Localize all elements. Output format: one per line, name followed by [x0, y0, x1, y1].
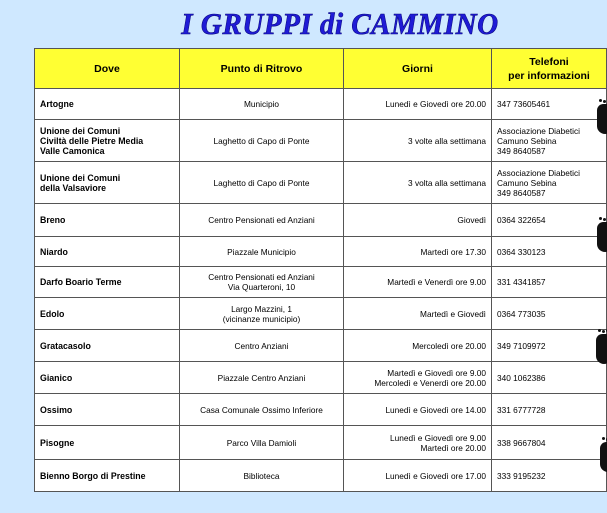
- cell-giorni-line: Lunedì e Giovedì ore 9.00: [390, 432, 486, 443]
- cell-giorni-line: Lunedì e Giovedì ore 17.00: [385, 470, 486, 481]
- cell-giorni-line: 3 volte alla settimana: [408, 135, 486, 146]
- cell-dove: [35, 460, 180, 492]
- cell-telefoni-line: Associazione Diabetici: [497, 125, 581, 136]
- header-telefoni: [492, 49, 607, 89]
- cell-dove: [35, 330, 180, 362]
- footprint-toe-icon: [598, 329, 601, 332]
- cell-giorni-line: Martedì e Venerdì ore 9.00: [387, 277, 486, 287]
- cell-telefoni: [492, 426, 607, 460]
- table-row: [35, 330, 607, 362]
- cell-giorni-line: Martedì ore 20.00: [420, 442, 486, 453]
- footprint-toe-icon: [599, 217, 602, 220]
- footprint-toe-icon: [603, 100, 606, 103]
- cell-punto-di-ritrovo-line: (vicinanze municipio): [222, 313, 301, 324]
- cell-giorni: [344, 267, 492, 298]
- cell-punto-di-ritrovo: [180, 204, 344, 237]
- cell-dove-line: Gratacasolo: [40, 340, 91, 351]
- table-row: [35, 120, 607, 162]
- cell-punto-di-ritrovo-line: Municipio: [243, 99, 280, 109]
- cell-punto-di-ritrovo-line: Laghetto di Capo di Ponte: [213, 135, 310, 146]
- table-row: [35, 237, 607, 267]
- footprint-icon: [600, 442, 607, 472]
- cell-telefoni-line: 349 8640587: [497, 187, 546, 198]
- cell-punto-di-ritrovo-line: Via Quarteroni, 10: [227, 282, 296, 292]
- cell-dove-line: Pisogne: [40, 437, 75, 448]
- cell-giorni: [344, 394, 492, 426]
- cell-dove: [35, 204, 180, 237]
- cell-dove-line: Breno: [40, 215, 66, 225]
- cell-punto-di-ritrovo-line: Centro Pensionati ed Anziani: [208, 215, 315, 225]
- table-row: [35, 362, 607, 394]
- cell-giorni-line: Martedì e Giovedì: [420, 308, 486, 319]
- cell-dove: [35, 162, 180, 204]
- cell-punto-di-ritrovo-line: Piazzale Municipio: [227, 246, 296, 257]
- cell-giorni-line: Mercoledì e Venerdì ore 20.00: [374, 377, 486, 388]
- cell-giorni-line: 3 volta alla settimana: [408, 177, 486, 188]
- header-punto-di-ritrovo: Punto di Ritrovo: [180, 49, 344, 89]
- cell-giorni: [344, 89, 492, 120]
- cell-punto-di-ritrovo: [180, 267, 344, 298]
- cell-telefoni-line: 331 6777728: [497, 404, 546, 415]
- cell-punto-di-ritrovo-line: Piazzale Centro Anziani: [217, 372, 306, 383]
- cell-telefoni-line: Camuno Sebina: [497, 135, 557, 146]
- footprint-toe-icon: [602, 330, 605, 333]
- cell-telefoni: [492, 460, 607, 492]
- cell-dove-line: Gianico: [40, 372, 73, 383]
- cell-telefoni: [492, 267, 607, 298]
- cell-giorni-line: Martedì e Giovedì ore 9.00: [387, 367, 486, 378]
- footprint-toe-icon: [603, 218, 606, 221]
- cell-giorni-line: Giovedì: [457, 215, 486, 225]
- cell-telefoni: [492, 298, 607, 330]
- cell-telefoni-line: 331 4341857: [497, 277, 546, 287]
- cell-telefoni: [492, 162, 607, 204]
- cell-punto-di-ritrovo-line: Casa Comunale Ossimo Inferiore: [200, 404, 323, 415]
- cell-telefoni-line: 0364 773035: [497, 308, 546, 319]
- cell-dove: [35, 237, 180, 267]
- table-row: [35, 426, 607, 460]
- cell-giorni: [344, 237, 492, 267]
- cell-punto-di-ritrovo: [180, 426, 344, 460]
- cell-dove-line: Unione dei Comuni: [40, 125, 121, 136]
- cell-giorni: [344, 162, 492, 204]
- cell-telefoni: [492, 204, 607, 237]
- cell-giorni: [344, 426, 492, 460]
- cell-telefoni-line: 0364 330123: [497, 246, 546, 257]
- cell-punto-di-ritrovo: [180, 162, 344, 204]
- cell-telefoni: [492, 394, 607, 426]
- cell-giorni: [344, 330, 492, 362]
- walking-groups-table: [34, 48, 607, 492]
- cell-giorni: [344, 120, 492, 162]
- cell-dove: [35, 120, 180, 162]
- cell-giorni-line: Lunedì e Giovedì ore 20.00: [385, 99, 486, 109]
- cell-giorni: [344, 362, 492, 394]
- cell-dove-line: Edolo: [40, 308, 65, 319]
- footprint-toe-icon: [599, 99, 602, 102]
- cell-telefoni-line: Associazione Diabetici: [497, 167, 581, 178]
- cell-dove-line: Valle Camonica: [40, 145, 105, 156]
- cell-punto-di-ritrovo-line: Biblioteca: [243, 470, 280, 481]
- table-row: [35, 394, 607, 426]
- cell-giorni-line: Martedì ore 17.30: [420, 246, 486, 257]
- cell-telefoni-line: Camuno Sebina: [497, 177, 557, 188]
- footprint-icon: [597, 222, 607, 252]
- cell-dove: [35, 267, 180, 298]
- cell-dove: [35, 362, 180, 394]
- table-header-row: [35, 49, 607, 89]
- cell-punto-di-ritrovo: [180, 120, 344, 162]
- cell-punto-di-ritrovo: [180, 237, 344, 267]
- table-row: [35, 204, 607, 237]
- cell-dove: [35, 426, 180, 460]
- cell-dove-line: Bienno Borgo di Prestine: [40, 470, 146, 481]
- cell-punto-di-ritrovo: [180, 460, 344, 492]
- cell-giorni-line: Lunedì e Giovedì ore 14.00: [385, 404, 486, 415]
- cell-dove-line: della Valsaviore: [40, 182, 107, 193]
- cell-punto-di-ritrovo: [180, 89, 344, 120]
- cell-punto-di-ritrovo-line: Centro Pensionati ed Anziani: [208, 272, 315, 282]
- table-row: [35, 162, 607, 204]
- header-dove: Dove: [35, 49, 180, 89]
- cell-dove: [35, 394, 180, 426]
- cell-telefoni-line: 0364 322654: [497, 215, 546, 225]
- cell-punto-di-ritrovo-line: Centro Anziani: [234, 340, 289, 351]
- cell-dove-line: Niardo: [40, 246, 68, 257]
- cell-punto-di-ritrovo: [180, 298, 344, 330]
- cell-dove-line: Darfo Boario Terme: [40, 277, 122, 287]
- footprint-icon: [597, 104, 607, 134]
- footprint-toe-icon: [602, 437, 605, 440]
- cell-telefoni-line: 349 8640587: [497, 145, 546, 156]
- cell-dove: [35, 298, 180, 330]
- cell-telefoni-line: 347 73605461: [497, 99, 551, 109]
- cell-punto-di-ritrovo: [180, 330, 344, 362]
- cell-punto-di-ritrovo-line: Laghetto di Capo di Ponte: [213, 177, 310, 188]
- cell-telefoni-line: 333 9195232: [497, 470, 546, 481]
- cell-telefoni: [492, 237, 607, 267]
- header-giorni: Giorni: [344, 49, 492, 89]
- cell-telefoni: [492, 120, 607, 162]
- footprint-icon: [596, 334, 607, 364]
- cell-telefoni: [492, 89, 607, 120]
- cell-giorni-line: Mercoledì ore 20.00: [412, 340, 486, 351]
- table-row: [35, 460, 607, 492]
- table-row: [35, 89, 607, 120]
- cell-telefoni-line: 340 1062386: [497, 372, 546, 383]
- header-telefoni-line2: per informazioni: [508, 69, 590, 82]
- cell-punto-di-ritrovo: [180, 362, 344, 394]
- cell-telefoni-line: 338 9667804: [497, 437, 546, 448]
- cell-punto-di-ritrovo-line: Parco Villa Damioli: [226, 437, 297, 448]
- page-title: I GRUPPI di CAMMINO: [181, 6, 499, 41]
- cell-punto-di-ritrovo: [180, 394, 344, 426]
- cell-telefoni-line: 349 7109972: [497, 340, 546, 351]
- cell-telefoni: [492, 362, 607, 394]
- header-telefoni-line1: Telefoni: [529, 55, 569, 68]
- table-row: [35, 298, 607, 330]
- cell-dove-line: Unione dei Comuni: [40, 172, 121, 183]
- cell-punto-di-ritrovo-line: Largo Mazzini, 1: [231, 303, 292, 314]
- cell-dove-line: Civiltà delle Pietre Media: [40, 135, 144, 146]
- cell-dove: [35, 89, 180, 120]
- table-row: [35, 267, 607, 298]
- cell-giorni: [344, 460, 492, 492]
- cell-telefoni: [492, 330, 607, 362]
- cell-dove-line: Artogne: [40, 99, 74, 109]
- cell-dove-line: Ossimo: [40, 404, 73, 415]
- cell-giorni: [344, 204, 492, 237]
- cell-giorni: [344, 298, 492, 330]
